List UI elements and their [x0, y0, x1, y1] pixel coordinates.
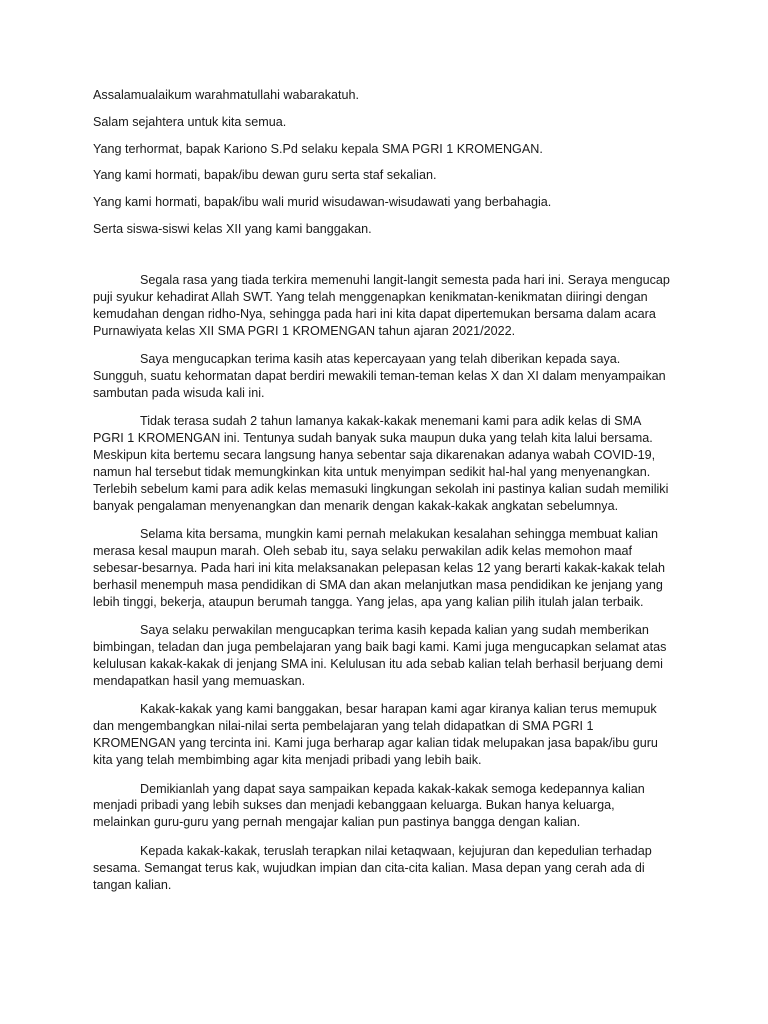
paragraph-closing-wishes: Demikianlah yang dapat saya sampaikan kepada kakak-kakak semoga kedepannya kalian menjadi pribadi yang lebih sukses dan menjadi kebanggaan keluarga. Bukan hanya keluarga, melainkan guru-guru yang pernah mengajar kalian pun pastinya bangga dengan kalian. [93, 781, 645, 830]
paragraph-memories: Tidak terasa sudah 2 tahun lamanya kakak-kakak menemani kami para adik kelas di SMA PGRI 1 KROMENGAN ini. Tentunya sudah banyak suka maupun duka yang telah kita lalui bersama. Meskipun kita bertemu secara langsung hanya sebentar saja dikarenakan adanya wabah COVID-19, namun hal tersebut tidak memungkinkan kita untuk menyimpan sedikit hal-hal yang menyenangkan. Terlebih sebelum kami para adik kelas memasuki lingkungan sekolah ini pastinya kalian sudah memiliki banyak pengalaman menyenangkan dan menarik dengan kakak-kakak angkatan sebelumnya. [93, 414, 669, 513]
paragraph-apology: Selama kita bersama, mungkin kami pernah melakukan kesalahan sehingga membuat kalian merasa kesal maupun marah. Oleh sebab itu, saya selaku perwakilan adik kelas memohon maaf sebesar-besarnya. Pada hari ini kita melaksanakan pelepasan kelas 12 yang berarti kakak-kakak telah berhasil menempuh masa pendidikan di SMA dan akan melanjutkan masa pendidikan ke jenjang yang lebih tinggi, bekerja, ataupun berumah tangga. Yang jelas, apa yang kalian pilih itulah jalan terbaik. [93, 527, 665, 609]
paragraph-hopes: Kakak-kakak yang kami banggakan, besar harapan kami agar kiranya kalian terus memupuk dan mengembangkan nilai-nilai serta pembelajaran yang telah didapatkan di SMA PGRI 1 KROMENGAN yang tercinta ini. Kami juga berharap agar kalian tidak melupakan jasa bapak/ibu guru kita yang telah membimbing agar kita menjadi pribadi yang lebih baik. [93, 702, 658, 768]
salutation-teachers: Yang kami hormati, bapak/ibu dewan guru serta staf sekalian. [93, 168, 437, 183]
salutation-students: Serta siswa-siswi kelas XII yang kami banggakan. [93, 221, 372, 236]
speech-body [93, 272, 675, 905]
salutation-principal: Yang terhormat, bapak Kariono S.Pd selaku kepala SMA PGRI 1 KROMENGAN. [93, 141, 543, 156]
paragraph-final-encouragement: Kepada kakak-kakak, teruslah terapkan nilai ketaqwaan, kejujuran dan kepedulian terhadap sesama. Semangat terus kak, wujudkan impian dan cita-cita kalian. Masa depan yang cerah ada di tangan kalian. [93, 843, 652, 892]
paragraph-thanks-trust: Saya mengucapkan terima kasih atas kepercayaan yang telah diberikan kepada saya. Sungguh, suatu kehormatan dapat berdiri mewakili teman-teman kelas X dan XI dalam menyampaikan sambutan pada wisuda kali ini. [93, 352, 666, 400]
salutation-greeting: Salam sejahtera untuk kita semua. [93, 114, 287, 129]
paragraph-opening-gratitude: Segala rasa yang tiada terkira memenuhi langit-langit semesta pada hari ini. Seraya mengucap puji syukur kehadirat Allah SWT. Yang telah menggenapkan kenikmatan-kenikmatan diiringi dengan kemudahan dengan ridho-Nya, sehingga pada hari ini kita dapat dipertemukan bersama dalam acara Purnawiyata kelas XII SMA PGRI 1 KROMENGAN tahun ajaran 2021/2022. [93, 273, 670, 338]
paragraph-congratulations: Saya selaku perwakilan mengucapkan terima kasih kepada kalian yang sudah memberikan bimbingan, teladan dan juga pembelajaran yang baik bagi kami. Kami juga mengucapkan selamat atas kelulusan kakak-kakak di jenjang SMA ini. Kelulusan itu ada sebab kalian telah berhasil berjuang demi mendapatkan hasil yang memuaskan. [93, 623, 667, 689]
salutation-block [93, 87, 693, 248]
salutation-opening: Assalamualaikum warahmatullahi wabarakatuh. [93, 88, 359, 102]
salutation-parents: Yang kami hormati, bapak/ibu wali murid wisudawan-wisudawati yang berbahagia. [93, 195, 552, 210]
